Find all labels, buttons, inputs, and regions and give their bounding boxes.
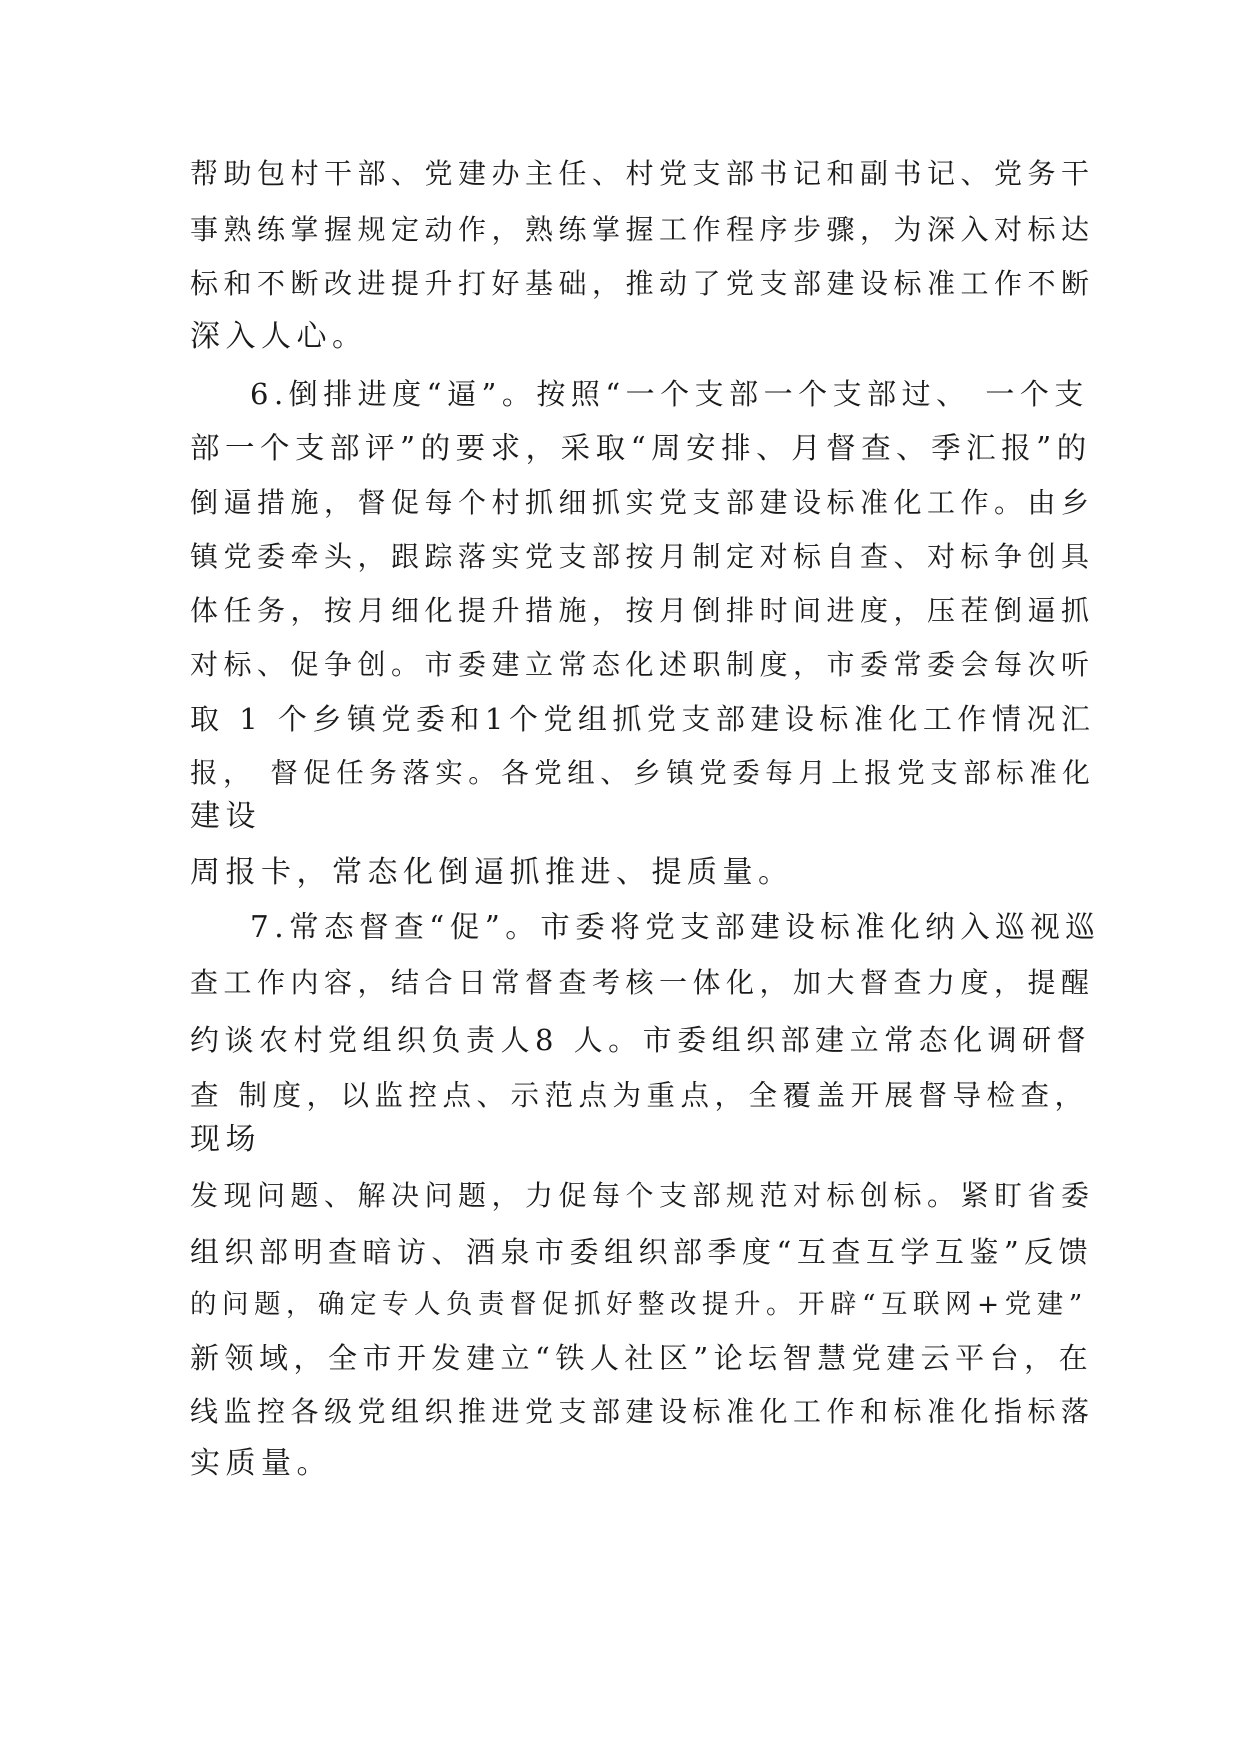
text-line: 对标、促争创。市委建立常态化述职制度，市委常委会每次听 [190, 648, 1095, 681]
text-line: 事熟练掌握规定动作，熟练掌握工作程序步骤，为深入对标达 [190, 213, 1095, 246]
text-line: 约谈农村党组织负责人8 人。市委组织部建立常态化调研督 [190, 1023, 1092, 1057]
text-line: 帮助包村干部、党建办主任、村党支部书记和副书记、党务干 [190, 157, 1095, 190]
text-line: 7.常态督查“促”。市委将党支部建设标准化纳入巡视巡 [250, 910, 1101, 944]
text-line: 深入人心。 [190, 319, 368, 354]
text-line: 查 制度，以监控点、示范点为重点，全覆盖开展督导检查， [190, 1079, 1089, 1112]
text-line: 的问题，确定专人负责督促抓好整改提升。开辟“互联网+党建” [190, 1289, 1088, 1320]
text-line: 镇党委牵头，跟踪落实党支部按月制定对标自查、对标争创具 [190, 540, 1095, 573]
text-line: 建设 [190, 799, 261, 834]
text-line: 线监控各级党组织推进党支部建设标准化工作和标准化指标落 [190, 1395, 1095, 1428]
text-line: 报， 督促任务落实。各党组、乡镇党委每月上报党支部标准化 [190, 757, 1096, 789]
text-line: 倒逼措施，督促每个村抓细抓实党支部建设标准化工作。由乡 [190, 486, 1095, 519]
text-line: 6.倒排进度“逼”。按照“一个支部一个支部过、 一个支 [250, 377, 1089, 411]
text-line: 部一个支部评”的要求，采取“周安排、月督查、季汇报”的 [190, 431, 1092, 465]
text-line: 周报卡，常态化倒逼抓推进、提质量。 [190, 855, 794, 890]
text-line: 新领域，全市开发建立“铁人社区”论坛智慧党建云平台，在 [190, 1341, 1094, 1375]
text-line: 标和不断改进提升打好基础，推动了党支部建设标准工作不断 [190, 267, 1095, 300]
text-line: 发现问题、解决问题，力促每个支部规范对标创标。紧盯省委 [190, 1179, 1095, 1212]
text-line: 组织部明查暗访、酒泉市委组织部季度“互查互学互鉴”反馈 [190, 1235, 1094, 1269]
text-line: 实质量。 [190, 1446, 332, 1481]
text-line: 取 1 个乡镇党委和1个党组抓党支部建设标准化工作情况汇 [190, 702, 1096, 736]
text-line: 查工作内容，结合日常督查考核一体化，加大督查力度，提醒 [190, 966, 1095, 999]
text-line: 现场 [190, 1122, 261, 1157]
text-line: 体任务，按月细化提升措施，按月倒排时间进度，压茬倒逼抓 [190, 594, 1095, 627]
